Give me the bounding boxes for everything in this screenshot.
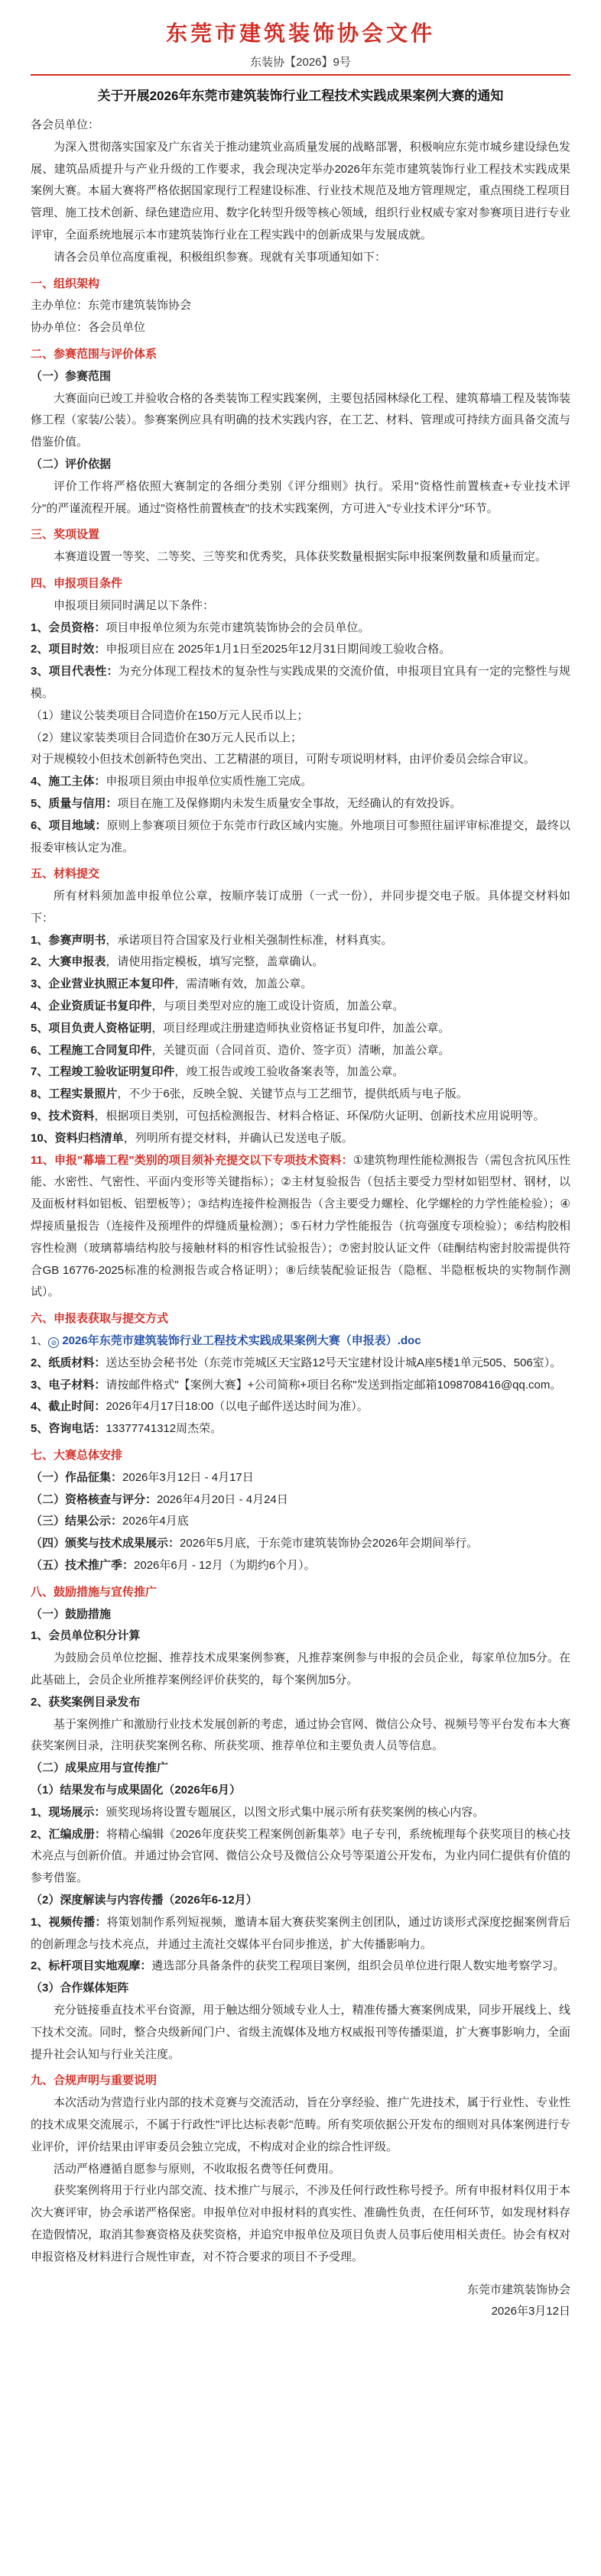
schedule-item: （二）资格核查与评分：2026年4月20日 - 4月24日	[31, 1492, 288, 1506]
material-item: 7、工程竣工验收证明复印件，竣工报告或竣工验收备案表等，加盖公章。	[31, 1065, 404, 1079]
section-heading-scope: 二、参赛范围与评价体系	[31, 347, 158, 361]
submission-item: 2、纸质材料：送达至协会秘书处（东莞市莞城区天宝路12号天宝建材设计城A座5楼1单元505、506室）。	[31, 1356, 562, 1369]
section-heading-awards: 三、奖项设置	[31, 528, 100, 542]
schedule-item: （五）技术推广季：2026年6月 - 12月（为期约6个月）。	[31, 1559, 316, 1572]
material-item: 4、企业资质证书复印件，与项目类型对应的施工或设计资质，加盖公章。	[31, 1000, 404, 1013]
application-form-link-row: 1、 ⊘ 2026年东莞市建筑装饰行业工程技术实践成果案例大赛（申报表）.doc	[31, 1334, 421, 1348]
condition-subitem: （1）建议公装类项目合同造价在150万元人民币以上；	[31, 708, 309, 722]
sub-heading-application: （二）成果应用与宣传推广	[31, 1761, 169, 1775]
compliance-paragraph: 本次活动为营造行业内部的技术竞赛与交流活动，旨在分享经验、推广先进技术，属于行业性、专业性的技术成果交流展示，不属于行政性"评比达标表彰"范畴。所有奖项依据公开发布的细则对具体案例进行专业评价，评价结果由评审委员会独立完成，不构成对企业的综合性评级。	[31, 2096, 570, 2153]
signature-org: 东莞市建筑装饰协会	[466, 2283, 570, 2296]
link-icon: ⊘	[48, 1337, 59, 1348]
conditions-lead: 申报项目须同时满足以下条件：	[54, 598, 215, 612]
sub-heading-evaluation: （二）评价依据	[31, 457, 112, 471]
sub-heading-results: （1）结果发布与成果固化（2026年6月）	[31, 1783, 242, 1797]
condition-note: 对于规模较小但技术创新特色突出、工艺精湛的项目，可附专项说明材料，由评价委员会综合审议。	[31, 753, 536, 766]
submission-item: 4、截止时间：2026年4月17日18:00（以电子邮件送达时间为准）。	[31, 1400, 369, 1414]
promotion-item: 2、汇编成册：将精心编辑《2026年度获奖工程案例创新集萃》电子专刊，系统梳理每个获奖项目的核心技术亮点与创新价值。并通过协会官网、微信公众号及微信公众号等渠道公开发布，为业内同仁提供有价值的参考借鉴。	[31, 1827, 571, 1885]
submission-item: 3、电子材料：请按邮件格式"【案例大赛】+公司简称+项目名称"发送到指定邮箱1098708416@qq.com。	[31, 1378, 562, 1392]
document-number: 东装协【2026】9号	[250, 56, 351, 69]
section-heading-submission: 六、申报表获取与提交方式	[31, 1312, 169, 1326]
org-title: 东莞市建筑装饰协会文件	[165, 21, 435, 45]
sub-heading-incentives: （一）鼓励措施	[31, 1607, 112, 1621]
curtain-wall-materials: 11、申报"幕墙工程"类别的项目须补充提交以下专项技术资料：①建筑物理性能检测报告（需包含抗风压性能、水密性、气密性、平面内变形等关键指标）；②主材复验报告（包括主要受力型材如铝型材、钢材，以及面板材料如铝板、铝塑板等）；③结构连接件检测报告（含主要受力螺栓、化学螺栓的力学性能检验）；④焊接质量报告（连接件及预埋件的焊缝质量检测）；⑤石材力学性能报告（抗弯强度专项检验）；⑥结构胶相容性检测（玻璃幕墙结构胶与接触材料的相容性试验报告）；⑦密封胶认证文件（硅酮结构密封胶需提供符合GB 16776-2025标准的检测报告或合格证明）；⑧后续装配验证报告（隐框、半隐框板块的实物制作测试）。	[31, 1153, 570, 1299]
submission-item: 5、咨询电话：13377741312周杰荣。	[31, 1422, 223, 1436]
evaluation-paragraph: 评价工作将严格依照大赛制定的各细分类别《评分细则》执行。采用"资格性前置核查+专业技术评分"的严谨流程开展。通过"资格性前置核查"的技术实践案例，方可进入"专业技术评分"环节。	[31, 479, 570, 515]
material-item: 5、项目负责人资格证明，项目经理或注册建造师执业资格证书复印件，加盖公章。	[31, 1021, 450, 1035]
compliance-paragraph: 活动严格遵循自愿参与原则，不收取报名费等任何费用。	[54, 2162, 341, 2176]
sub-heading-catalog: 2、获奖案例目录发布	[31, 1695, 141, 1709]
schedule-item: （四）颁奖与技术成果展示：2026年5月底，于东莞市建筑装饰协会2026年会期间举行。	[31, 1537, 479, 1550]
intro-paragraph: 请各会员单位高度重视，积极组织参赛。现就有关事项通知如下：	[54, 250, 387, 264]
section-heading-schedule: 七、大赛总体安排	[31, 1449, 123, 1463]
section-heading-conditions: 四、申报项目条件	[31, 576, 123, 590]
document-header	[31, 17, 570, 70]
promotion-item: 1、视频传播：将策划制作系列短视频，邀请本届大赛获奖案例主创团队，通过访谈形式深度挖掘案例背后的创新理念与技术亮点，并通过主流社交媒体平台同步推送，扩大传播影响力。	[31, 1915, 570, 1951]
section-heading-compliance: 九、合规声明与重要说明	[31, 2074, 158, 2088]
awards-paragraph: 本赛道设置一等奖、二等奖、三等奖和优秀奖，具体获奖数量根据实际申报案例数量和质量而定。	[54, 550, 547, 564]
compliance-paragraph: 获奖案例将用于行业内部交流、技术推广与展示，不涉及任何行政性称号授予。所有申报材料仅用于本次大赛评审，协会承诺严格保密。申报单位对申报材料的真实性、准确性负责，在任何环节，如发现材料存在造假情况，取消其参赛资格及获奖资格，并追究申报单位及项目负责人员事后使用相关责任。协会有权对申报资格及材料进行合规性审查，对不符合要求的项目不予受理。	[31, 2184, 570, 2263]
application-form-link[interactable]: 2026年东莞市建筑装饰行业工程技术实践成果案例大赛（申报表）	[62, 1334, 398, 1348]
material-item: 6、工程施工合同复印件，关键页面（合同首页、造价、签字页）清晰，加盖公章。	[31, 1043, 450, 1057]
condition-item: 6、项目地域：原则上参赛项目须位于东莞市行政区域内实施。外地项目可参照往届评审标准提交，最终以报委审核认定为准。	[31, 818, 570, 854]
material-item: 2、大赛申报表，请使用指定模板，填写完整，盖章确认。	[31, 955, 324, 969]
condition-item: 3、项目代表性：为充分体现工程技术的复杂性与实践成果的交流价值，申报项目宜具有一定的完整性与规模。	[31, 665, 570, 700]
signature-date: 2026年3月12日	[491, 2305, 570, 2318]
materials-lead: 所有材料须加盖申报单位公章，按顺序装订成册（一式一份），并同步提交电子版。具体提交材料如下：	[31, 889, 570, 925]
section-heading-promotion: 八、鼓励措施与宣传推广	[31, 1585, 158, 1599]
signature-block	[31, 2280, 570, 2324]
red-divider	[31, 74, 570, 76]
host-unit: 主办单位：东莞市建筑装饰协会	[31, 299, 192, 313]
material-item: 1、参赛声明书，承诺项目符合国家及行业相关强制性标准，材料真实。	[31, 933, 393, 947]
salutation: 各会员单位：	[31, 118, 100, 131]
co-host-unit: 协办单位：各会员单位	[31, 321, 146, 335]
schedule-item: （三）结果公示：2026年4月底	[31, 1515, 189, 1528]
media-paragraph: 充分链接垂直技术平台资源，用于触达细分领域专业人士，精准传播大赛案例成果，同步开展线上、线下技术交流。同时，整合央级新闻门户、省级主流媒体及地方权威报刊等传播渠道，扩大赛事影响力，全面提升社会认知与行业关注度。	[31, 2003, 570, 2061]
promotion-item: 1、现场展示：颁奖现场将设置专题展区，以图文形式集中展示所有获奖案例的核心内容。	[31, 1805, 485, 1819]
material-item: 8、工程实景照片，不少于6张，反映全貌、关键节点与工艺细节，提供纸质与电子版。	[31, 1087, 468, 1101]
material-item: 10、资料归档清单，列明所有提交材料，并确认已发送电子版。	[31, 1131, 353, 1145]
sub-heading-points: 1、会员单位积分计算	[31, 1629, 141, 1643]
schedule-item: （一）作品征集：2026年3月12日 - 4月17日	[31, 1470, 254, 1484]
section-heading-materials: 五、材料提交	[31, 867, 100, 881]
points-paragraph: 为鼓励会员单位挖掘、推荐技术成果案例参赛，凡推荐案例参与申报的会员企业，每家单位加5分。在此基础上，会员企业所推荐案例经评价获奖的，每个案例加5分。	[31, 1651, 570, 1687]
promotion-item: 2、标杆项目实地观摩：遴选部分具备条件的获奖工程项目案例，组织会员单位进行限人数实地考察学习。	[31, 1959, 565, 1973]
sub-heading-interpretation: （2）深度解读与内容传播（2026年6-12月）	[31, 1893, 258, 1907]
material-item: 9、技术资料，根据项目类别，可包括检测报告、材料合格证、环保/防火证明、创新技术应用说明等。	[31, 1110, 545, 1123]
catalog-paragraph: 基于案例推广和激励行业技术发展创新的考虑，通过协会官网、微信公众号、视频号等平台发布本大赛获奖案例目录，注明获奖案例名称、所获奖项、推荐单位和主要负责人员等信息。	[31, 1717, 570, 1753]
condition-item: 4、施工主体：申报项目须由申报单位实质性施工完成。	[31, 775, 313, 789]
sub-heading-media: （3）合作媒体矩阵	[31, 1981, 129, 1995]
condition-item: 1、会员资格：项目申报单位须为东莞市建筑装饰协会的会员单位。	[31, 621, 370, 634]
condition-item: 2、项目时效：申报项目应在 2025年1月1日至2025年12月31日期间竣工验收合格。	[31, 643, 451, 656]
scope-paragraph: 大赛面向已竣工并验收合格的各类装饰工程实践案例，主要包括园林绿化工程、建筑幕墙工程及装饰装修工程（家装/公装）。参赛案例应具有明确的技术实践内容，在工艺、材料、管理或可持续方面具备交流与借鉴价值。	[31, 391, 570, 449]
condition-item: 5、质量与信用：项目在施工及保修期内未发生质量安全事故，无经确认的有效投诉。	[31, 796, 462, 810]
condition-subitem: （2）建议家装类项目合同造价在30万元人民币以上；	[31, 731, 303, 744]
notice-title: 关于开展2026年东莞市建筑装饰行业工程技术实践成果案例大赛的通知	[97, 89, 504, 103]
intro-paragraph: 为深入贯彻落实国家及广东省关于推动建筑业高质量发展的战略部署，积极响应东莞市城乡建设绿色发展、建筑品质提升与产业升级的工作要求，我会现决定举办2026年东莞市建筑装饰行业工程技术实践成果案例大赛。本届大赛将严格依据国家现行工程建设标准、行业技术规范及地方管理规定，重点围绕工程项目管理、施工技术创新、绿色建造应用、数字化转型升级等核心领域，组织行业权威专家对参赛项目进行专业评审，全面系统地展示本市建筑装饰行业在工程实践中的创新成果与发展成就。	[31, 140, 570, 241]
sub-heading-scope: （一）参赛范围	[31, 369, 112, 383]
material-item: 3、企业营业执照正本复印件，需清晰有效，加盖公章。	[31, 977, 313, 991]
section-heading-organization: 一、组织架构	[31, 277, 100, 290]
